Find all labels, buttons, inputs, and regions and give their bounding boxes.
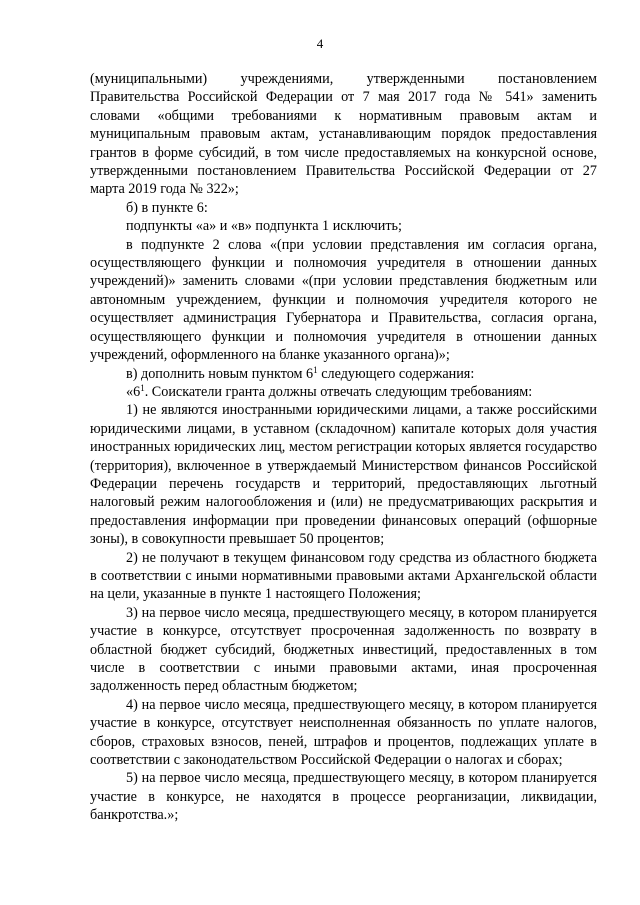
paragraph-item-v <box>90 365 597 383</box>
paragraph-subitems-exclude: подпункты «а» и «в» подпункта 1 исключить; <box>126 218 402 235</box>
superscript: 1 <box>313 364 318 375</box>
page-number: 4 <box>316 36 324 51</box>
requirement-1: 1) не являются иностранными юридическими лицами, а также российскими юридическими лицами, в уставном (складочном) капитале которых доля участия иностранных юридических лиц, местом регистрации которых является государство (территория), включенное в утверждаемый Министерством финансов Российской Федерации перечень государств и территорий, предоставляющих льготный налоговый режим налогообложения и (или) не предусматривающих раскрытия и предоставления информации при проведении финансовых операций (офшорные зоны), в совокупности превышает 50 процентов; <box>90 402 597 548</box>
paragraph-point-6-1 <box>90 383 597 401</box>
paragraph-item-v-start: в) дополнить новым пунктом 6 <box>126 365 314 382</box>
paragraph-subitem-2-words: в подпункте 2 слова «(при условии представления им согласия органа, осуществляющего функции и полномочия учредителя в отношении данных учреждений)» заменить словами «(при условии представления бюджетным или автономным учреждением, функции и полномочия учредителя которого не осуществляет администрация Губернатора и Правительства, согласия органа, осуществляющего функции и полномочия учредителя в отношении данных учреждений, оформленного на бланке указанного органа)»; <box>90 236 597 364</box>
requirement-2: 2) не получают в текущем финансовом году средства из областного бюджета в соответствии с иными нормативными правовыми актами Архангельской области на цели, указанные в пункте 1 настоящего Положения; <box>90 549 597 603</box>
superscript: 1 <box>140 382 145 393</box>
requirement-3: 3) на первое число месяца, предшествующего месяцу, в котором планируется участие в конкурсе, отсутствует просроченная задолженность по возврату в областной бюджет субсидий, бюджетных инвестиций, предоставленных в том числе в соответствии с иными правовыми актами, иная просроченная задолженность перед областным бюджетом; <box>90 604 597 695</box>
paragraph-point-6-1-start: «6 <box>126 383 141 400</box>
paragraph-item-b: б) в пункте 6: <box>126 199 208 216</box>
requirement-5: 5) на первое число месяца, предшествующего месяцу, в котором планируется участие в конкурсе, не находятся в процессе реорганизации, ликвидации, банкротства.»; <box>90 770 597 824</box>
paragraph-continuation: (муниципальными) учреждениями, утвержденными постановлением Правительства Российской Федерации от 7 мая 2017 года № 541» заменить словами «общими требованиями к нормативным правовым актам и муниципальным правовым актам, устанавливающим порядок предоставления грантов в форме субсидий, в том числе предоставляемых на конкурсной основе, утвержденными постановлением Правительства Российской Федерации от 27 марта 2019 года № 322»; <box>90 71 597 198</box>
paragraph-point-6-1-end: . Соискатели гранта должны отвечать следующим требованиям: <box>144 383 533 400</box>
document-body <box>90 70 597 825</box>
requirement-4: 4) на первое число месяца, предшествующего месяцу, в котором планируется участие в конкурсе, отсутствует неисполненная обязанность по уплате налогов, сборов, страховых взносов, пеней, штрафов и процентов, подлежащих уплате в соответствии с законодательством Российской Федерации о налогах и сборах; <box>90 696 597 769</box>
paragraph-item-v-end: следующего содержания: <box>317 365 475 382</box>
